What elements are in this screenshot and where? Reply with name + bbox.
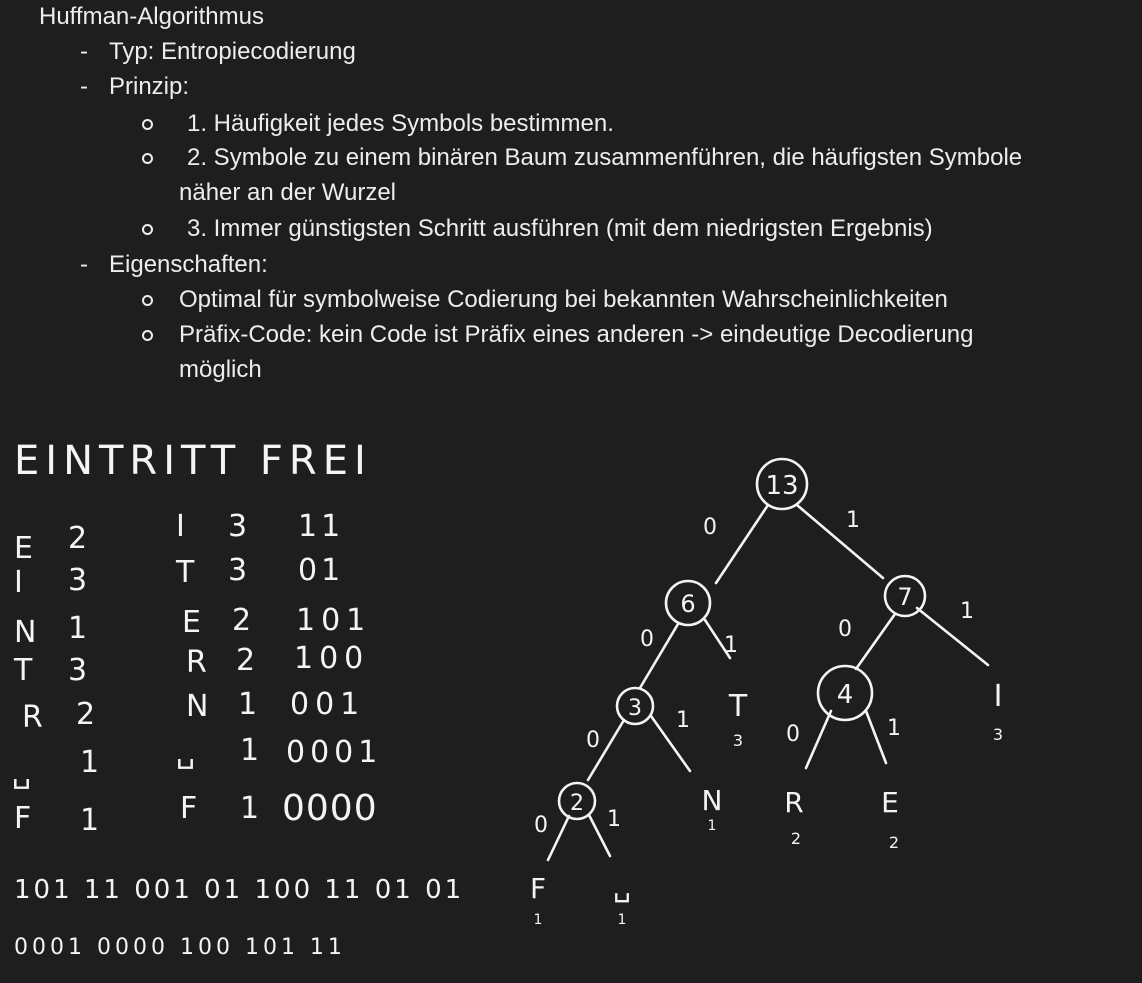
hw-edge-label: 0 <box>838 617 852 642</box>
hw-code-value: 0000 <box>282 788 378 829</box>
hw-tree-leaves <box>530 679 1003 928</box>
hw-tree-edge <box>548 816 569 860</box>
hw-count-sym: T <box>14 653 33 688</box>
hw-edge-label: 0 <box>586 728 600 753</box>
hw-code-sym: N <box>186 689 209 724</box>
hw-leaf-symbol: N <box>701 784 723 817</box>
hw-count-n: 1 <box>68 611 88 646</box>
hw-tree-edge <box>917 608 988 665</box>
item-p2a: 2. Symbole zu einem binären Baum zusammenführen, die häufigsten Symbole <box>187 144 1023 171</box>
hw-heading: EINTRITT FREI <box>14 438 372 484</box>
item-prinzip: Prinzip: <box>109 73 190 100</box>
hw-code-sym: E <box>182 605 201 640</box>
hw-tree-edge <box>716 505 768 583</box>
hw-count-sym: R <box>22 700 43 735</box>
hw-code-n: 1 <box>240 733 260 768</box>
hw-code-n: 3 <box>228 553 248 588</box>
hw-count-n: 2 <box>76 697 96 732</box>
note-title: Huffman-Algorithmus <box>39 3 264 30</box>
hw-code-n: 3 <box>228 509 248 544</box>
hw-node-label: 13 <box>765 471 799 501</box>
hw-code-sym: ␣ <box>176 735 196 770</box>
hw-code-value: 01 <box>298 553 345 588</box>
item-typ: Typ: Entropiecodierung <box>109 38 356 65</box>
hw-code-n: 1 <box>240 791 260 826</box>
hw-tree-edge <box>856 614 895 669</box>
hw-code-sym: R <box>186 645 207 680</box>
hw-edge-label: 1 <box>960 599 974 624</box>
hw-edge-label: 1 <box>846 508 860 533</box>
hw-edge-label: 1 <box>887 716 901 741</box>
hw-edge-label: 1 <box>724 633 738 658</box>
hw-leaf-count: 3 <box>992 725 1004 744</box>
item-p2b: näher an der Wurzel <box>179 179 397 206</box>
hw-code-n: 1 <box>238 687 258 722</box>
hw-count-sym: F <box>14 801 32 836</box>
item-e2b: möglich <box>179 356 262 383</box>
hw-tree-edge <box>806 711 831 768</box>
hw-count-sym: N <box>14 615 37 650</box>
hw-encoded-line: 0001 0000 100 101 11 <box>14 935 346 960</box>
hw-leaf-symbol: T <box>728 689 748 724</box>
item-e2a: Präfix-Code: kein Code ist Präfix eines anderen -> eindeutige Decodierung <box>179 321 974 348</box>
hw-code-sym: T <box>176 555 195 590</box>
hw-leaf-symbol: I <box>993 679 1003 714</box>
hw-edge-label: 0 <box>640 627 654 652</box>
hw-leaf-count: 2 <box>790 829 802 848</box>
hw-count-sym: I <box>14 565 23 600</box>
item-eigenschaften: Eigenschaften: <box>109 251 268 278</box>
hw-count-sym: ␣ <box>12 755 32 790</box>
hw-tree-edge <box>866 711 886 763</box>
hw-leaf-symbol: F <box>529 872 547 905</box>
item-p1: 1. Häufigkeit jedes Symbols bestimmen. <box>187 110 614 137</box>
hw-edge-label: 1 <box>607 807 621 832</box>
hw-leaf-count: 2 <box>888 833 900 852</box>
hw-count-n: 3 <box>68 653 88 688</box>
item-p3: 3. Immer günstigsten Schritt ausführen (mit dem niedrigsten Ergebnis) <box>187 215 933 242</box>
hw-tree-edge <box>797 505 883 578</box>
hw-encoded-line: 101 11 001 01 100 11 01 01 <box>14 875 465 905</box>
hw-node-label: 4 <box>836 680 854 710</box>
hw-leaf-symbol: R <box>784 786 804 819</box>
hw-code-sym: I <box>176 509 185 544</box>
hw-edge-label: 0 <box>534 813 548 838</box>
dash-bullet: - <box>80 73 88 100</box>
hw-node-label: 6 <box>680 590 696 618</box>
hw-code-n: 2 <box>236 643 256 678</box>
hw-code-sym: F <box>180 791 198 826</box>
hw-code-n: 2 <box>232 603 252 638</box>
hw-leaf-count: 1 <box>707 818 717 834</box>
dash-bullet: - <box>80 251 88 278</box>
hw-leaf-symbol: E <box>881 786 899 819</box>
hw-count-n: 3 <box>68 563 88 598</box>
hw-code-value: 001 <box>290 687 366 722</box>
hw-count-sym: E <box>14 531 33 566</box>
hw-count-n: 1 <box>80 803 100 838</box>
hw-node-label: 3 <box>628 696 642 721</box>
hw-count-n: 2 <box>68 521 88 556</box>
hw-code-value: 101 <box>296 603 372 638</box>
hw-code-table <box>175 509 382 829</box>
hw-code-value: 100 <box>294 641 370 676</box>
hw-node-label: 2 <box>570 791 584 816</box>
hw-leaf-count: 1 <box>617 912 627 928</box>
hw-code-value: 11 <box>298 509 345 544</box>
hw-count-n: 1 <box>80 745 100 780</box>
hw-edge-label: 0 <box>703 515 717 540</box>
hw-edge-label: 0 <box>786 722 800 747</box>
hw-huffman-tree <box>530 459 1003 928</box>
hw-leaf-symbol: ␣ <box>613 870 631 903</box>
item-e1: Optimal für symbolweise Codierung bei bekannten Wahrscheinlichkeiten <box>179 286 948 313</box>
dash-bullet: - <box>80 38 88 65</box>
hw-count-table <box>12 521 99 838</box>
hw-leaf-count: 1 <box>533 912 543 928</box>
hw-code-value: 0001 <box>286 735 383 770</box>
hw-node-label: 7 <box>897 583 913 611</box>
hw-leaf-count: 3 <box>732 731 744 750</box>
hw-edge-label: 1 <box>676 708 690 733</box>
